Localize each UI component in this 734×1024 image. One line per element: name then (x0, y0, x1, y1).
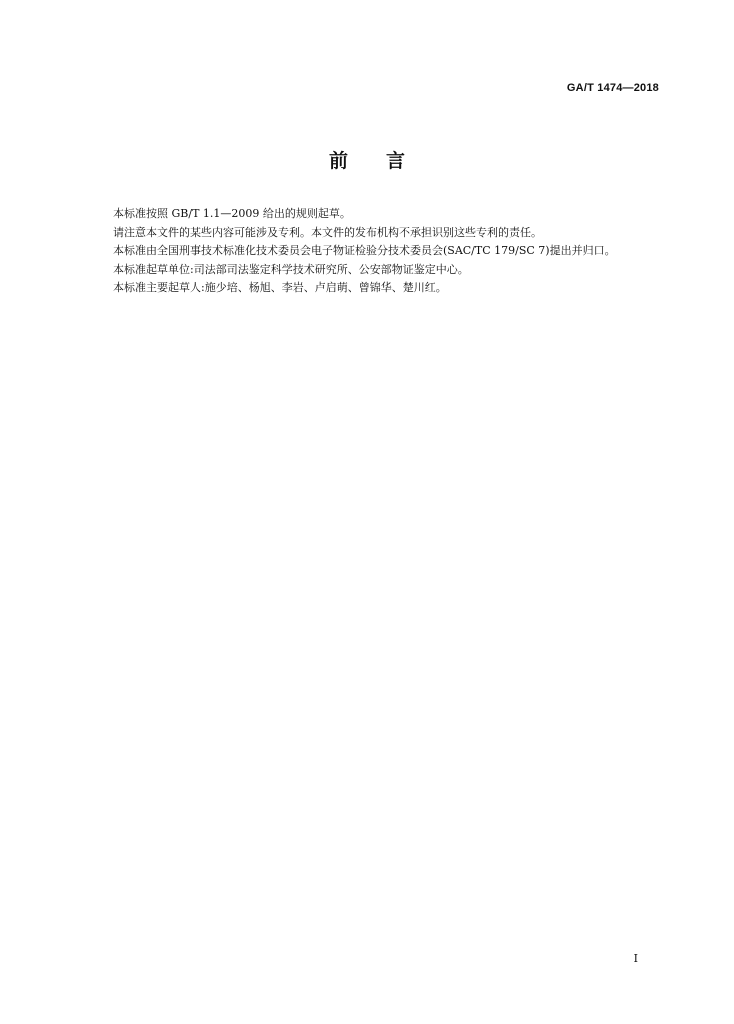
paragraph-drafters: 本标准主要起草人:施少培、杨旭、李岩、卢启萌、曾锦华、楚川红。 (113, 281, 447, 294)
foreword-body (91, 205, 661, 298)
paragraph-drafting-rules: 本标准按照 GB/T 1.1—2009 给出的规则起草。 (113, 207, 351, 220)
page-title (0, 146, 734, 173)
paragraph-proposer: 本标准由全国刑事技术标准化技术委员会电子物证检验分技术委员会(SAC/TC 179/SC 7)提出并归口。 (113, 244, 616, 257)
paragraph-patent-notice: 请注意本文件的某些内容可能涉及专利。本文件的发布机构不承担识别这些专利的责任。 (113, 225, 542, 239)
title-char-2: 言 (386, 150, 406, 172)
standard-code: GA/T 1474—2018 (566, 82, 659, 94)
paragraph-drafting-units: 本标准起草单位:司法部司法鉴定科学技术研究所、公安部物证鉴定中心。 (113, 262, 469, 276)
page-number: I (633, 952, 638, 965)
title-char-1: 前 (328, 150, 348, 172)
